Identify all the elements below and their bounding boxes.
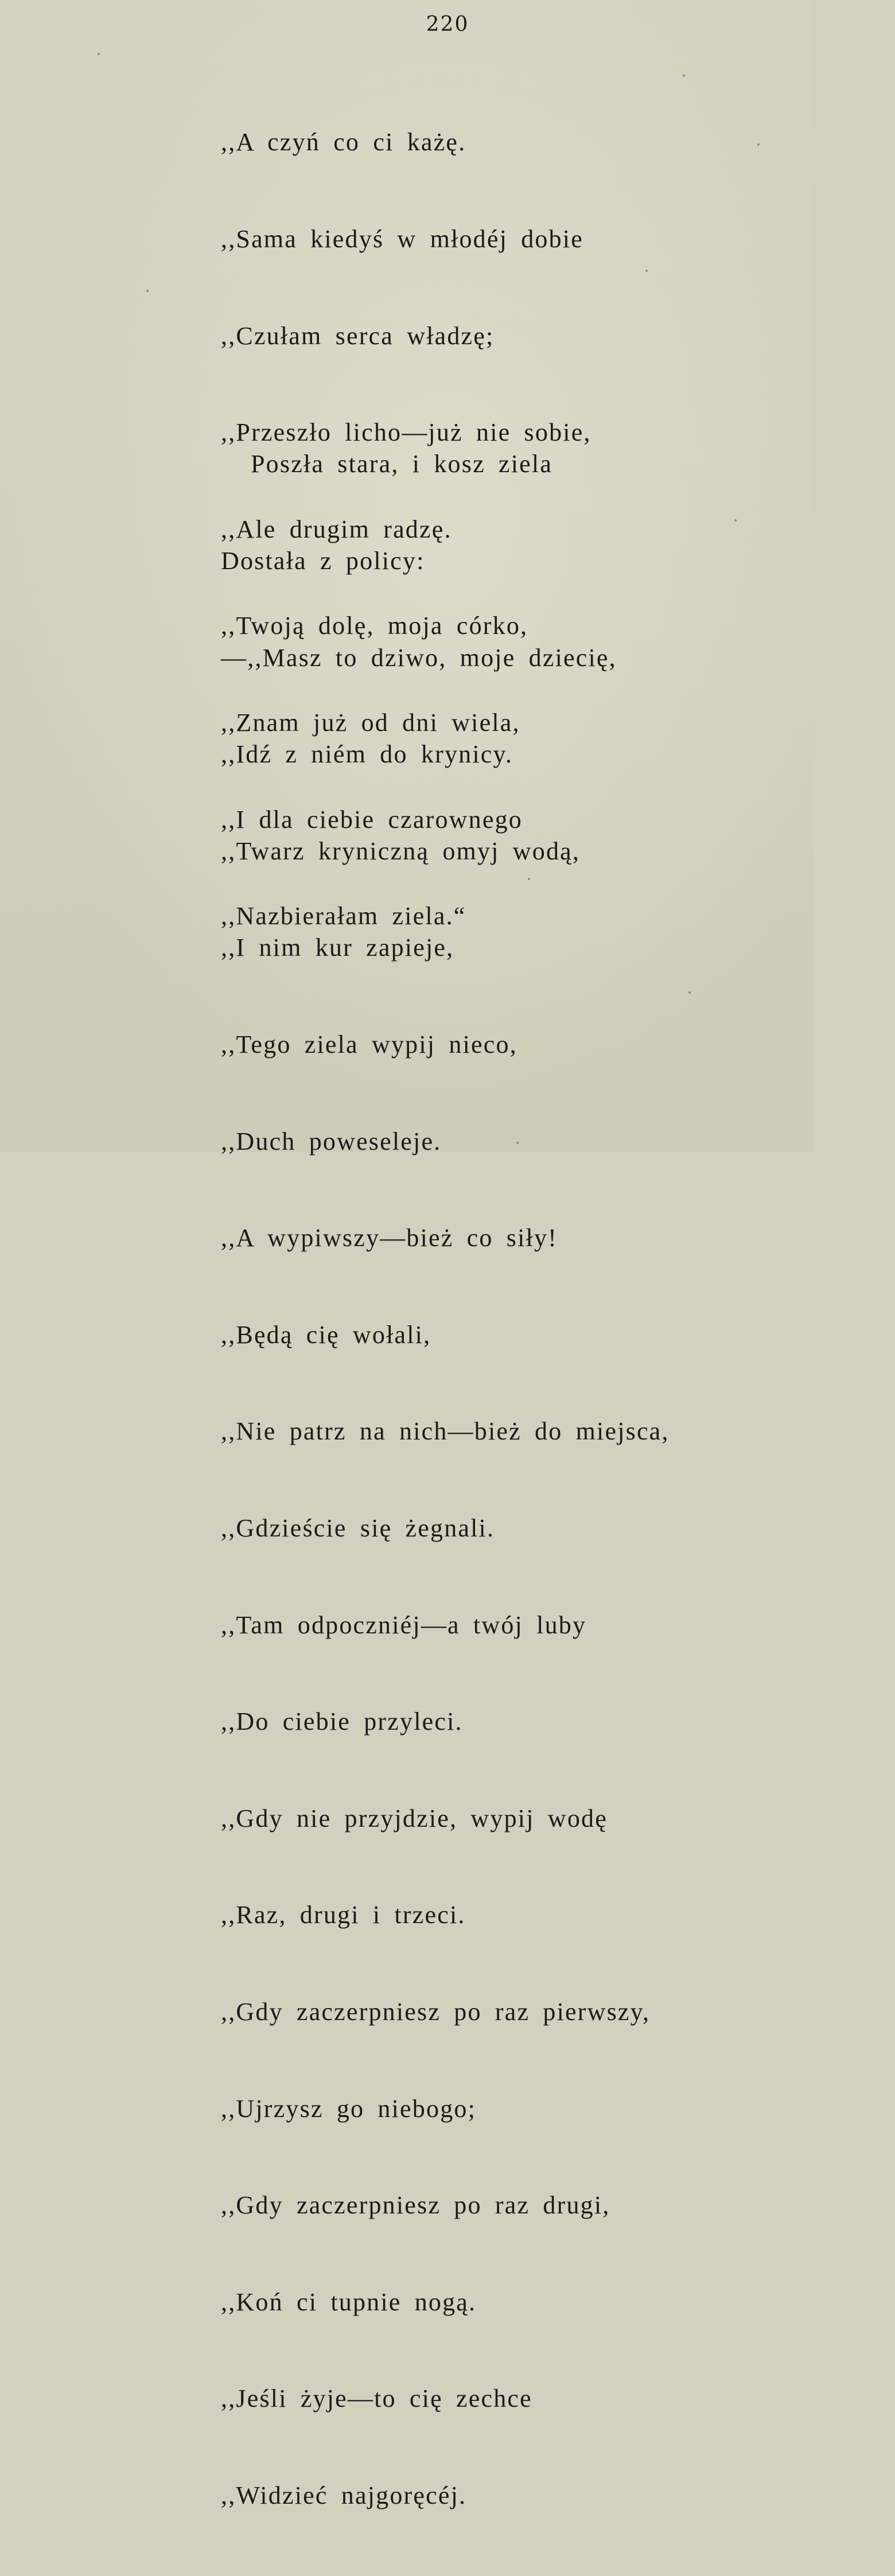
- poem-line: ,,Twoją dolę, moja córko,: [221, 612, 528, 640]
- poem-line: ,,Nie patrz na nich—bież do miejsca,: [221, 1417, 670, 1446]
- poem-line: ,,I nim kur zapieje,: [221, 933, 454, 962]
- poem-line: ,,Ujrzysz go niebogo;: [221, 2094, 477, 2123]
- poem-line: ,,Gdy zaczerpniesz po raz pierwszy,: [221, 1997, 651, 2026]
- poem-line: Dostała z policy:: [221, 547, 425, 575]
- poem-line: —,,Masz to dziwo, moje dziecię,: [221, 643, 617, 672]
- poem-line: Poszła stara, i kosz ziela: [251, 450, 553, 478]
- poem-line: ,,Przeszło licho—już nie sobie,: [221, 418, 592, 447]
- paper-speck: [645, 270, 648, 272]
- poem-line: ,,Gdzieście się żegnali.: [221, 1513, 495, 1542]
- poem-line: ,,Duch poweseleje.: [221, 1127, 442, 1155]
- poem-line: ,,Ale drugim radzę.: [221, 515, 452, 543]
- paper-speck: [683, 75, 685, 77]
- poem-line: ,,Gdy zaczerpniesz po raz drugi,: [221, 2191, 610, 2220]
- poem-line: ,,Gdy nie przyjdzie, wypij wodę: [221, 1804, 608, 1832]
- poem-line: ,,Widzieć najgoręcéj.: [221, 2481, 467, 2509]
- poem-line: ,,Tego ziela wypij nieco,: [221, 1030, 517, 1059]
- paper-speck: [146, 290, 149, 292]
- poem-line: ,,Idź z niém do krynicy.: [221, 740, 513, 769]
- poem-line: ,,A czyń co ci każę.: [221, 128, 466, 157]
- paper-speck: [516, 1142, 519, 1144]
- paper-speck: [734, 519, 737, 522]
- stanza-2: [221, 384, 670, 2576]
- page-number: 220: [426, 13, 469, 36]
- poem-line: ,,Znam już od dni wiela,: [221, 708, 520, 737]
- poem-line: ,,Jeśli żyje—to cię zechce: [221, 2384, 532, 2413]
- poem-line: ,,Koń ci tupnie nogą.: [221, 2287, 477, 2316]
- poem-line: ,,Będą cię wołali,: [221, 1320, 431, 1349]
- paper-speck: [688, 991, 691, 994]
- paper-speck: [528, 878, 530, 880]
- poem-line: ,,A wypiwszy—bież co siły!: [221, 1224, 558, 1252]
- poem-line: ,,Tam odpoczniéj—a twój luby: [221, 1610, 587, 1639]
- poem-line: ,,Nazbierałam ziela.“: [221, 902, 466, 931]
- poem-line: ,,Sama kiedyś w młodéj dobie: [221, 225, 583, 253]
- poem-line: ,,Twarz kryniczną omyj wodą,: [221, 836, 581, 865]
- paper-speck: [757, 143, 760, 146]
- poem-line: ,,I dla ciebie czarownego: [221, 805, 523, 834]
- poem-line: ,,Do ciebie przyleci.: [221, 1707, 463, 1736]
- paper-speck: [98, 53, 100, 55]
- poem-line: ,,Czułam serca władzę;: [221, 321, 495, 350]
- poem-line: ,,Raz, drugi i trzeci.: [221, 1901, 466, 1929]
